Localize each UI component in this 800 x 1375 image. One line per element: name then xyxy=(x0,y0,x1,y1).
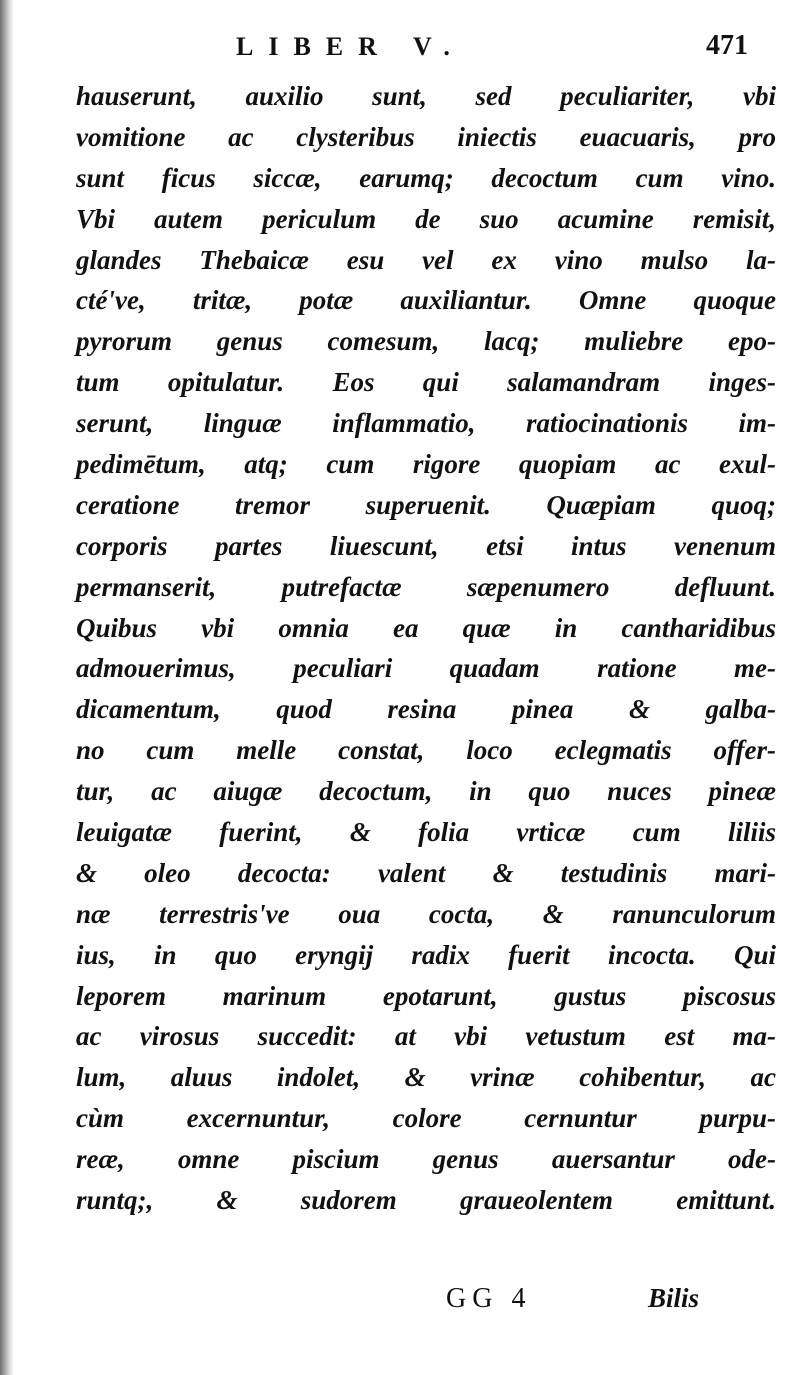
text-line: pyrorum genus comesum, lacq; muliebre epo- xyxy=(76,326,776,357)
running-head: LIBER V. xyxy=(236,32,465,61)
text-line: lum, aluus indolet, & vrinæ cohibentur, ac xyxy=(76,1062,776,1093)
text-line: no cum melle constat, loco eclegmatis offer- xyxy=(76,735,776,766)
text-line: & oleo decocta: valent & testudinis mari- xyxy=(76,857,776,888)
page-footer xyxy=(18,1283,800,1323)
text-line: Quibus vbi omnia ea quæ in cantharidibus xyxy=(76,612,776,643)
text-line: ius, in quo eryngij radix fuerit incocta. Qui xyxy=(76,939,776,970)
page-header xyxy=(18,30,800,70)
text-line: leuigatæ fuerint, & folia vrticæ cum liliis xyxy=(76,817,776,848)
page-number: 471 xyxy=(706,30,748,61)
text-line: vomitione ac clysteribus iniectis euacuaris, pro xyxy=(76,121,776,152)
text-line: næ terrestris've oua cocta, & ranunculorum xyxy=(76,898,776,929)
text-line: Vbi autem periculum de suo acumine remisit, xyxy=(76,203,776,234)
text-line: serunt, linguæ inflammatio, ratiocinationis im- xyxy=(76,408,776,439)
text-line: cté've, tritæ, potæ auxiliantur. Omne quoque xyxy=(76,285,776,316)
text-line: permanserit, putrefactæ sæpenumero defluunt. xyxy=(76,571,776,602)
text-line: pedimētum, atq; cum rigore quopiam ac exul- xyxy=(76,449,776,480)
text-line: corporis partes liuescunt, etsi intus venenum xyxy=(76,530,776,561)
text-line: glandes Thebaicæ esu vel ex vino mulso la- xyxy=(76,244,776,275)
text-line: admouerimus, peculiari quadam ratione me- xyxy=(76,653,776,684)
text-line: cùm excernuntur, colore cernuntur purpu- xyxy=(76,1103,776,1134)
text-line: leporem marinum epotarunt, gustus piscosus xyxy=(76,980,776,1011)
text-line: ac virosus succedit: at vbi vetustum est ma- xyxy=(76,1021,776,1052)
page-gutter-shadow xyxy=(0,0,14,1375)
text-line: hauserunt, auxilio sunt, sed peculiariter, vbi xyxy=(76,81,776,111)
text-line: runtq;, & sudorem graueolentem emittunt. xyxy=(76,1185,776,1216)
text-line: dicamentum, quod resina pinea & galba- xyxy=(76,694,776,725)
text-line: sunt ficus siccæ, earumq; decoctum cum vino. xyxy=(76,162,776,193)
text-line: tum opitulatur. Eos qui salamandram inges- xyxy=(76,367,776,398)
text-line: ceratione tremor superuenit. Quæpiam quoq; xyxy=(76,489,776,520)
catchword: Bilis xyxy=(648,1283,700,1313)
book-page xyxy=(18,0,800,1375)
text-line: reæ, omne piscium genus auersantur ode- xyxy=(76,1144,776,1175)
body-text xyxy=(76,76,776,1221)
text-line: tur, ac aiugæ decoctum, in quo nuces pineæ xyxy=(76,776,776,807)
signature-mark: GG 4 xyxy=(446,1283,532,1314)
